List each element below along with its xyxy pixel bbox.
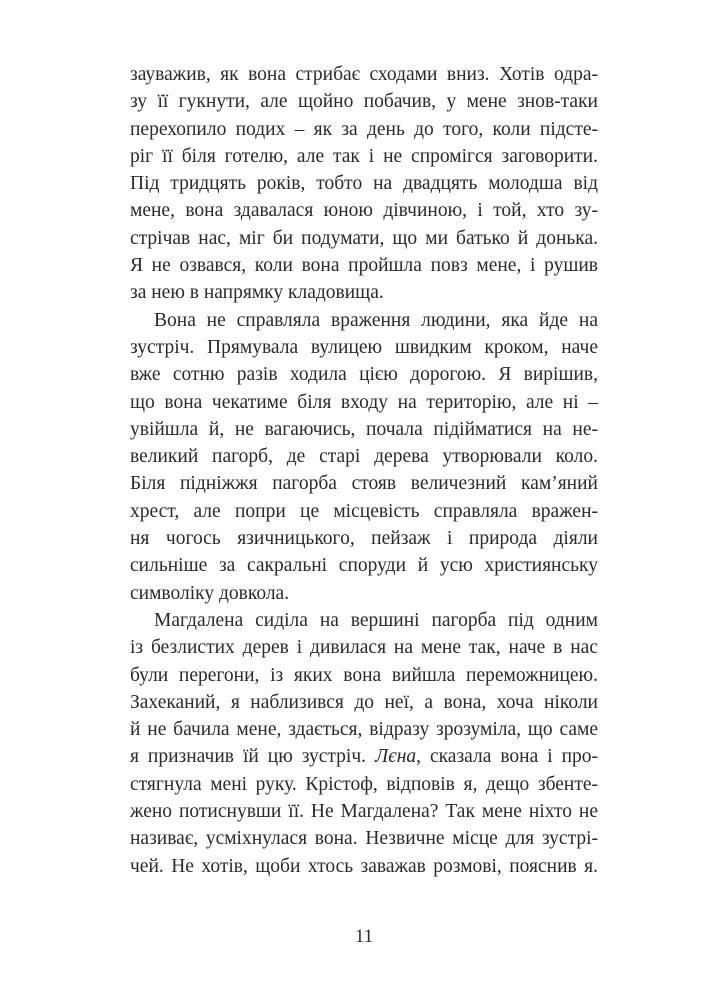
text-line: Магдалена сиділа на вершині пагорба під одним bbox=[154, 609, 598, 631]
italic-name: Лєна bbox=[375, 746, 417, 768]
text-line: Під тридцять років, тобто на двадцять молодша від bbox=[130, 173, 598, 195]
text-segment: , сказала вона і про- bbox=[416, 746, 599, 768]
text-line: називає, усміхнулася вона. Незвичне місце для зустрі- bbox=[130, 828, 598, 850]
text-line: вже сотню разів ходила цією дорогою. Я вирішив, bbox=[130, 364, 598, 386]
text-line: стягнула мені руку. Крістоф, відповів я, дещо збенте- bbox=[130, 773, 598, 795]
text-line: ріг її біля готелю, але так і не спромігся заговорити. bbox=[130, 145, 598, 167]
text-line: символіку довкола. bbox=[130, 582, 290, 604]
text-line: зауважив, як вона стрибає сходами вниз. Хотів одра- bbox=[130, 64, 598, 85]
text-line: ня чогось язичницького, пейзаж і природа діяли bbox=[130, 528, 598, 550]
text-line: стрічав нас, міг би подумати, що ми батько й донька. bbox=[130, 227, 598, 249]
page-number: 11 bbox=[354, 926, 374, 947]
text-line: перехопило подих – як за день до того, коли підсте- bbox=[130, 118, 598, 140]
text-line: Біля підніжжя пагорба стояв величезний кам’яний bbox=[130, 473, 598, 495]
text-line: сильніше за сакральні споруди й усю християнську bbox=[130, 555, 598, 577]
text-line: що вона чекатиме біля входу на територію, але ні – bbox=[130, 391, 598, 413]
text-line: жено потиснувши її. Не Магдалена? Так мене ніхто не bbox=[130, 801, 598, 823]
text-segment: я призначив їй цю зустріч. bbox=[130, 746, 375, 768]
text-line: хрест, але попри це місцевість справляла вражен- bbox=[130, 500, 598, 522]
text-line: за нею в напрямку кладовища. bbox=[130, 282, 384, 304]
text-line: мене, вона здавалася юною дівчиною, і той, хто зу- bbox=[130, 200, 598, 222]
text-line: Я не озвався, коли вона пройшла повз мене, і рушив bbox=[130, 255, 598, 277]
text-line bbox=[130, 743, 598, 770]
text-line: Вона не справляла враження людини, яка йде на bbox=[154, 309, 598, 331]
body-text bbox=[130, 61, 598, 880]
text-line: зу її гукнути, але щойно побачив, у мене знов-таки bbox=[130, 91, 598, 113]
text-line: й не бачила мене, здається, відразу зрозуміла, що саме bbox=[130, 719, 598, 741]
text-line: Захеканий, я наблизився до неї, а вона, хоча ніколи bbox=[130, 691, 598, 713]
text-line: великий пагорб, де старі дерева утворювали коло. bbox=[130, 446, 598, 468]
text-line: зустріч. Прямувала вулицею швидким кроком, наче bbox=[130, 336, 598, 358]
text-line: із безлистих дерев і дивилася на мене так, наче в нас bbox=[130, 637, 598, 659]
text-line: були перегони, із яких вона вийшла переможницею. bbox=[130, 664, 598, 686]
text-line: увійшла й, не вагаючись, почала підійматися на не- bbox=[130, 418, 598, 440]
text-line: чей. Не хотів, щоби хтось заважав розмові, пояснив я. bbox=[130, 855, 598, 877]
